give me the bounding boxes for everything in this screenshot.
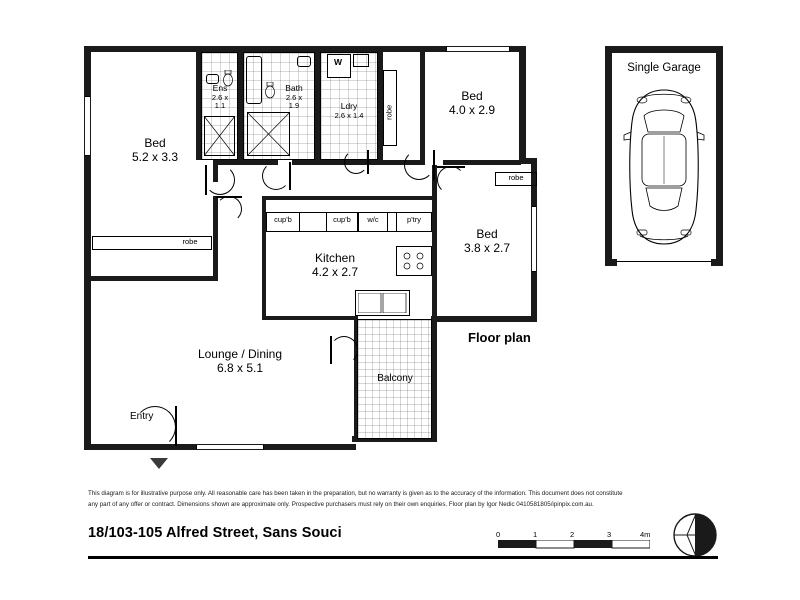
door-arc-bed-2 bbox=[404, 150, 434, 180]
wall-corridor-top3 bbox=[443, 160, 521, 165]
door-leaf-balcony bbox=[330, 336, 332, 364]
room-label-bed-1: Bed 5.2 x 3.3 bbox=[131, 136, 179, 164]
door-arc-bed-1 bbox=[205, 165, 235, 195]
wall-kitchen-bottom bbox=[262, 316, 358, 320]
cupboard-label-1: cup'b bbox=[274, 215, 292, 224]
cooktop-icon bbox=[400, 250, 428, 272]
garage-wall-top bbox=[605, 46, 723, 53]
robe-label-3: robe bbox=[508, 173, 524, 182]
garage-door-opening bbox=[616, 261, 712, 264]
scale-tick-2: 2 bbox=[570, 530, 575, 539]
garage-wall-bottom-right bbox=[711, 259, 723, 266]
window-bed1-left bbox=[85, 96, 90, 156]
entry-door-leaf bbox=[175, 406, 177, 446]
door-leaf-ldry bbox=[367, 150, 369, 174]
floor-plan-caption: Floor plan bbox=[468, 330, 531, 345]
washer-label: W bbox=[333, 57, 343, 67]
car-icon bbox=[618, 88, 710, 248]
door-arc-bath bbox=[262, 162, 290, 190]
entry-door-arc bbox=[134, 406, 176, 448]
ensuite-label: Ens 2.6 x 1.1 bbox=[211, 83, 229, 111]
disclaimer-line-1: This diagram is for illustrative purpose only. All reasonable care has been taken in the preparation, but no warranty is given as to the accuracy of the information. This document does not constitute bbox=[88, 490, 623, 497]
bathroom-label: Bath 2.6 x 1.9 bbox=[285, 83, 303, 111]
wall-exterior-right-upper bbox=[519, 46, 526, 164]
wall-bed1-bottom bbox=[84, 276, 218, 281]
robe-label-1: robe bbox=[182, 237, 198, 246]
room-label-bed-2: Bed 4.0 x 2.9 bbox=[448, 89, 496, 117]
entry-label: Entry bbox=[130, 411, 154, 422]
laundry-label: Ldry 2.6 x 1.4 bbox=[334, 101, 364, 120]
door-leaf-bed-1b bbox=[216, 196, 242, 198]
room-label-bed-3: Bed 3.8 x 2.7 bbox=[463, 227, 511, 255]
garage-wall-left bbox=[605, 46, 612, 266]
property-address: 18/103-105 Alfred Street, Sans Souci bbox=[88, 525, 342, 541]
door-arc-bed-3 bbox=[437, 166, 465, 194]
door-leaf-bed-3 bbox=[437, 166, 465, 168]
sink-icon bbox=[358, 293, 407, 313]
balcony-label: Balcony bbox=[377, 373, 413, 384]
bath-tub bbox=[246, 56, 262, 104]
garage-wall-right bbox=[716, 46, 723, 266]
wall-exterior-bottom-right bbox=[437, 316, 537, 322]
compass-rose-icon bbox=[672, 512, 718, 558]
laundry-tub bbox=[353, 54, 369, 67]
door-leaf-bath bbox=[289, 162, 291, 190]
robe-label-2: robe bbox=[384, 104, 394, 120]
wall-exterior-top-left bbox=[84, 46, 196, 52]
window-bed2-top bbox=[446, 47, 510, 51]
garage-caption: Single Garage bbox=[627, 62, 701, 74]
door-arc-ldry bbox=[344, 150, 368, 174]
pantry-label: p'try bbox=[407, 215, 421, 224]
wc-label: w/c bbox=[367, 215, 379, 224]
bathroom-shower-diagonals bbox=[247, 112, 290, 156]
bathroom-basin bbox=[297, 56, 311, 67]
ensuite-shower-diagonals bbox=[204, 116, 235, 156]
scale-bar bbox=[498, 540, 650, 549]
disclaimer-line-2: any part of any offer or contract. Dimensions shown are approximate only. Prospective purchasers must rely on their own enquiries. Floor plan by Igor Nedic 0410581805/ipinpix.com.au. bbox=[88, 501, 594, 508]
scale-tick-4: 4m bbox=[640, 530, 651, 539]
window-bed3-right bbox=[532, 206, 536, 272]
room-label-kitchen: Kitchen 4.2 x 2.7 bbox=[311, 251, 359, 279]
wall-bed3-left bbox=[432, 165, 437, 320]
wall-kitchen-top bbox=[262, 196, 432, 200]
entry-arrow-icon bbox=[150, 458, 168, 469]
room-label-lounge: Lounge / Dining 6.8 x 5.1 bbox=[197, 347, 283, 375]
door-leaf-bed-1 bbox=[205, 165, 207, 195]
footer-divider bbox=[88, 556, 718, 559]
door-arc-bed-1b bbox=[216, 196, 242, 222]
scale-tick-0: 0 bbox=[496, 530, 501, 539]
door-leaf-bed-2 bbox=[433, 150, 435, 180]
scale-tick-3: 3 bbox=[607, 530, 612, 539]
window-lounge-bottom bbox=[196, 445, 264, 449]
door-arc-balcony bbox=[330, 336, 358, 364]
scale-tick-1: 1 bbox=[533, 530, 538, 539]
cupboard-label-2: cup'b bbox=[333, 215, 351, 224]
